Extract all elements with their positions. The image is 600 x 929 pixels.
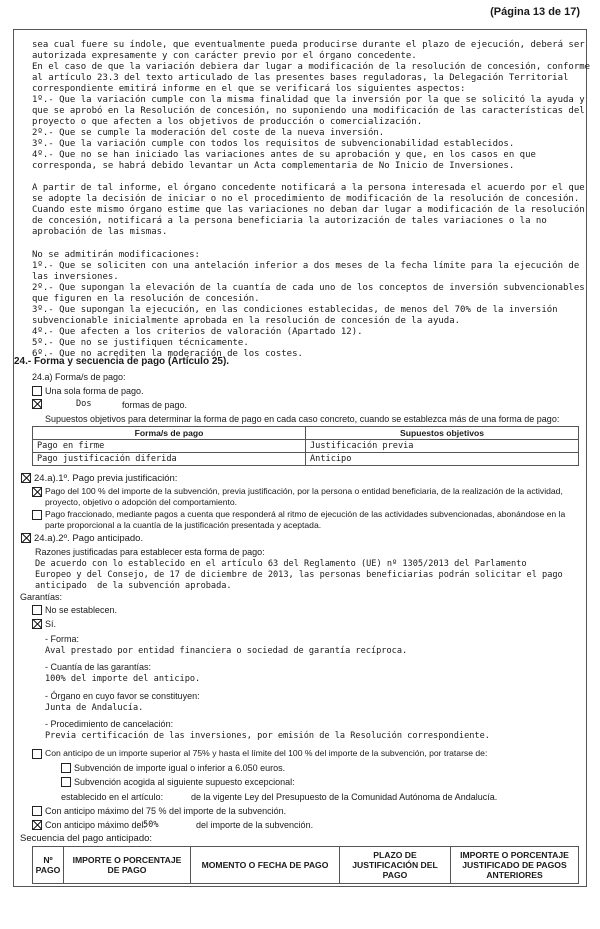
table-cell: Pago en firme: [33, 440, 306, 453]
inadmissible-modifications-text: No se admitirán modificaciones: 1º.- Que se soliciten con una antelación inferior a dos meses de la fecha límite para la ejecución de las inversiones. 2º.- Que supongan la elevación de la cuantía de cada uno de los conceptos de inversión subvencionables que figuren en la resolución de concesión. 3º.- Que supongan la ejecución, en las condiciones establecidas, de menos del 70% de la inversión subvencionable inicialmente aprobada en la resolución de concesión de la ayuda. 4º.- Que afecten a los criterios de valoración (Apartado 12). 5º.- Que no se justifiquen técnicamente. 6º.- Que no acrediten la moderación de los costes.: [32, 250, 585, 359]
col-forma-pago: Forma/s de pago: [33, 427, 306, 440]
supuesto-excepcional-checkbox[interactable]: [61, 777, 71, 787]
col-plazo-justificacion: PLAZO DE JUSTIFICACIÓN DEL PAGO: [340, 847, 451, 884]
dos-formas-label: formas de pago.: [122, 400, 188, 410]
subvencion-6050-checkbox[interactable]: [61, 763, 71, 773]
table-row: [33, 440, 579, 453]
supuestos-intro: Supuestos objetivos para determinar la forma de pago en cada caso concreto, cuando se establezca más de una forma de pago:: [45, 414, 560, 424]
anticipo-75-100-checkbox[interactable]: [32, 749, 42, 759]
organo-label: - Órgano en cuyo favor se constituyen:: [45, 691, 200, 701]
table-cell: Pago justificación diferida: [33, 453, 306, 466]
payment-sequence-table: [32, 846, 579, 884]
pago-fraccionado-l1: Pago fraccionado, mediante pagos a cuenta que responderá al ritmo de ejecución de las actividades subvencionadas, abonándose en la: [45, 509, 566, 519]
pago-100-text-l1: Pago del 100 % del importe de la subvención, previa justificación, por la persona o entidad beneficiaria, de la realización de la actividad,: [45, 486, 563, 496]
anticipo-max-percent: 50%: [143, 820, 159, 830]
anticipo-max-custom-checkbox[interactable]: [32, 820, 42, 830]
garantias-si-label: Sí.: [45, 619, 57, 629]
anticipo-max-75-label: Con anticipo máximo del 75 % del importe de la subvención.: [45, 806, 287, 816]
forma-pago-label: 24.a) Forma/s de pago:: [32, 372, 126, 382]
col-importe-pago: IMPORTE O PORCENTAJE DE PAGO: [64, 847, 191, 884]
una-forma-label: Una sola forma de pago.: [45, 386, 144, 396]
section-24-title: 24.- Forma y secuencia de pago (Artículo 25).: [14, 356, 230, 367]
cancelacion-value: Previa certificación de las inversiones, por emisión de la Resolución correspondiente.: [45, 731, 490, 741]
razones-label: Razones justificadas para establecer esta forma de pago:: [35, 547, 265, 557]
anticipo-75-100-label: Con anticipo de un importe superior al 75% y hasta el límite del 100 % del importe de la subvención, por tratarse de:: [45, 748, 488, 758]
no-establecen-label: No se establecen.: [45, 605, 118, 615]
table-row: [33, 453, 579, 466]
supuesto-excepcional-label: Subvención acogida al siguiente supuesto excepcional:: [74, 777, 295, 787]
pago-previa-label: 24.a).1º. Pago previa justificación:: [34, 473, 178, 484]
garantias-si-checkbox[interactable]: [32, 619, 42, 629]
forma-label: - Forma:: [45, 634, 80, 644]
cuantia-value: 100% del importe del anticipo.: [45, 674, 201, 684]
ley-presupuesto-text: de la vigente Ley del Presupuesto de la Comunidad Autónoma de Andalucía.: [191, 792, 498, 802]
dos-formas-checkbox[interactable]: [32, 399, 42, 409]
col-num-pago: Nº PAGO: [33, 847, 64, 884]
cancelacion-label: - Procedimiento de cancelación:: [45, 719, 174, 729]
secuencia-label: Secuencia del pago anticipado:: [20, 833, 153, 844]
dos-formas-number: Dos: [76, 399, 92, 409]
pago-anticipado-checkbox[interactable]: [21, 533, 31, 543]
establecido-articulo-label: establecido en el artículo:: [61, 792, 164, 802]
organo-value: Junta de Andalucía.: [45, 703, 144, 713]
modification-conditions-text: sea cual fuere su índole, que eventualmente pueda producirse durante el plazo de ejecución, deberá ser autorizada expresamente y con carácter previo por el órgano concedente. En el caso de que la variación debiera dar lugar a modificación de la resolución de concesión, conforme al artículo 23.3 del texto articulado de las presentes bases reguladoras, la Delegación Territorial correspondiente emitirá informe en el que se verificará los siguientes aspectos: 1º.- Que la variación cumple con la misma finalidad que la inversión por la que se solicitó la ayuda y que se aprobó en la Resolución de concesión, no suponiendo una modificación de las características del proyecto o que afecten a los objetivos de producción o comercialización. 2º.- Que se cumple la moderación del coste de la nueva inversión. 3º.- Que la variación cumple con todos los requisitos de subvencionabilidad establecidos. 4º.- Que no se han iniciado las variaciones antes de su aprobación y que, en los casos en que corresponda, se habrá debido levantar un Acta complementaria de No Inicio de Inversiones.: [32, 40, 591, 171]
anticipo-max-custom-label: Con anticipo máximo del:: [45, 820, 147, 830]
col-supuestos: Supuestos objetivos: [306, 427, 579, 440]
pago-fraccionado-l2: parte proporcional a la cuantía de la justificación presentada y aceptada.: [45, 520, 322, 530]
no-establecen-checkbox[interactable]: [32, 605, 42, 615]
pago-fraccionado-checkbox[interactable]: [32, 510, 42, 520]
col-importe-justificado: IMPORTE O PORCENTAJE JUSTIFICADO DE PAGOS ANTERIORES: [451, 847, 579, 884]
pago-100-checkbox[interactable]: [32, 487, 42, 497]
pago-previa-checkbox[interactable]: [21, 473, 31, 483]
payment-form-table: [32, 426, 579, 466]
notification-text: A partir de tal informe, el órgano concedente notificará a la persona interesada el acuerdo por el que se adopte la decisión de iniciar o no el procedimiento de modificación de la resolución de concesión. Cuando este mismo órgano estime que las variaciones no deban dar lugar a modificación de la resolución de concesión, notificará a la persona beneficiaria la autorización de tales variaciones o la no aprobación de las mismas.: [32, 183, 585, 237]
subvencion-6050-label: Subvención de importe igual o inferior a 6.050 euros.: [74, 763, 286, 773]
col-momento-pago: MOMENTO O FECHA DE PAGO: [191, 847, 340, 884]
una-forma-checkbox[interactable]: [32, 386, 42, 396]
page-number: (Página 13 de 17): [490, 6, 580, 18]
pago-anticipado-label: 24.a).2º. Pago anticipado.: [34, 533, 144, 544]
table-cell: Anticipo: [306, 453, 579, 466]
anticipo-max-75-checkbox[interactable]: [32, 806, 42, 816]
pago-100-text-l2: proyecto, objetivo o adopción del comportamiento.: [45, 497, 238, 507]
cuantia-label: - Cuantía de las garantías:: [45, 662, 152, 672]
anticipo-max-suffix: del importe de la subvención.: [196, 820, 314, 830]
table-cell: Justificación previa: [306, 440, 579, 453]
garantias-label: Garantías:: [20, 592, 63, 602]
razones-text: De acuerdo con lo establecido en el artículo 63 del Reglamento (UE) nº 1305/2013 del Parlamento Europeo y del Consejo, de 17 de diciembre de 2013, las personas beneficiarias podrán solicitar el pago anticipado de la subvención aprobada.: [35, 559, 563, 591]
forma-value: Aval prestado por entidad financiera o sociedad de garantía recíproca.: [45, 646, 408, 656]
